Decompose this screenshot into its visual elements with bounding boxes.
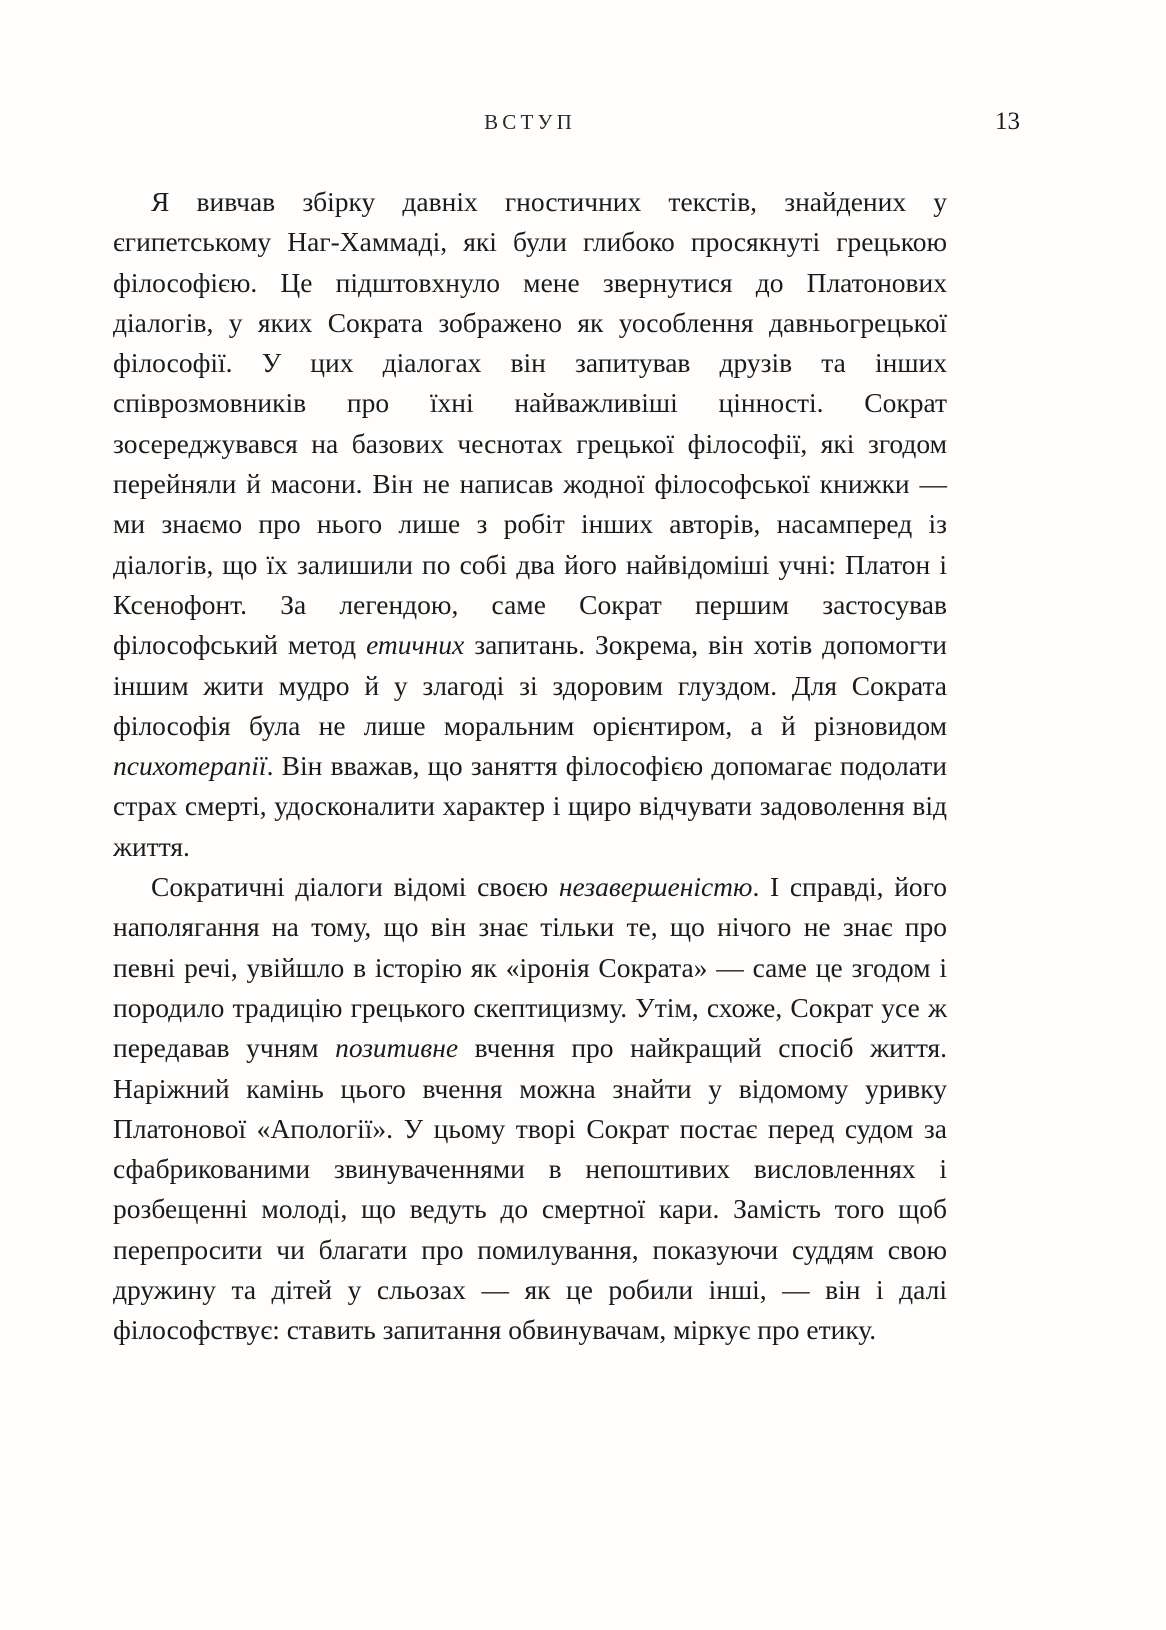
page-number: 13 [995,108,1020,135]
italic-term: психотерапії [113,750,267,782]
italic-term: етичних [366,629,465,661]
paragraph: Сократичні діалоги відомі своєю незавершеністю. І справді, його наполягання на тому, що він знає тільки те, що нічого не знає про певні речі, увійшло в історію як «іронія Сократа» — саме це згодом і породило традицію грецького скептицизму. Утім, схоже, Сократ усе ж передавав учням позитивне вчення про найкращий спосіб життя. Наріжний камінь цього вчення можна знайти у відомому уривку Платонової «Апології». У цьому творі Сократ постає перед судом за сфабрикованими звинуваченнями в непоштивих висловленнях і розбещенні молоді, що ведуть до смертної кари. Замість того щоб перепросити чи благати про помилування, показуючи суддям свою дружину та дітей у сльозах — як це робили інші, — він і далі філософствує: ставить запитання обвинувачам, міркує про етику. [113,871,948,1346]
paragraph: Я вивчав збірку давніх гностичних текстів, знайдених у єгипетському Наг-Хаммаді, які були глибоко просякнуті грецькою філософією. Це підштовхнуло мене звернутися до Платонових діалогів, у яких Сократа зображено як уособлення давньогрецької філософії. У цих діалогах він запитував друзів та інших співрозмовників про їхні найважливіші цінності. Сократ зосереджувався на базових чеснотах грецької філософії, які згодом перейняли й масони. Він не написав жодної філософської книжки — ми знаємо про нього лише з робіт інших авторів, насамперед із діалогів, що їх залишили по собі два його найвідоміші учні: Платон і Ксенофонт. За легендою, саме Сократ першим застосував філософський метод етичних запитань. Зокрема, він хотів допомогти іншим жити мудро й у злагоді зі здоровим глуздом. Для Сократа філософія була не лише моральним орієнтиром, а й різновидом психотерапії. Він вважав, що заняття філософією допомагає подолати страх смерті, удосконалити характер і щиро відчувати задоволення від життя. [113,186,947,862]
italic-term: позитивне [335,1032,459,1064]
running-header [113,110,947,135]
body-text [113,182,947,1351]
italic-term: незавершеністю [558,871,753,903]
chapter-title: ВСТУП [484,110,576,134]
